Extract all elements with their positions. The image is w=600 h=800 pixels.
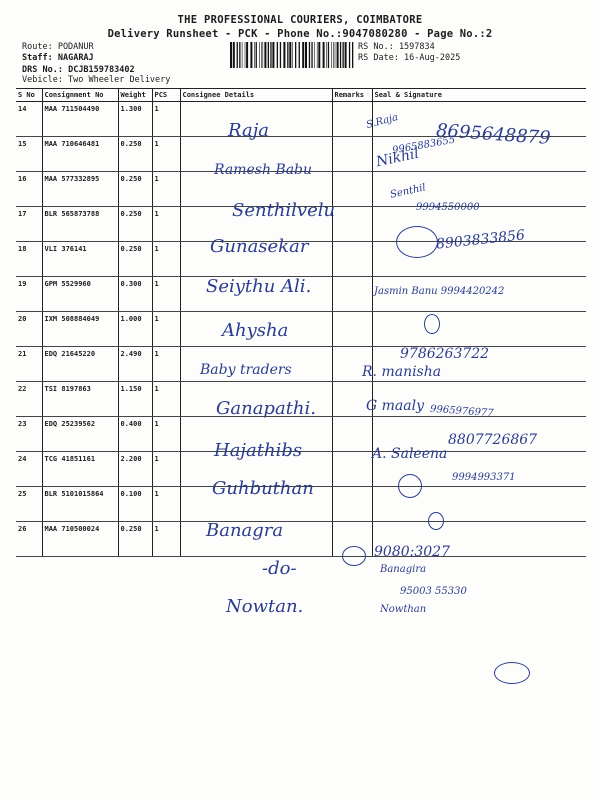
cell-sno: 22 (16, 382, 42, 417)
signature-stroke-icon (396, 226, 438, 258)
signature-phone: Jasmin Banu 9994420242 (374, 286, 505, 297)
cell-weight: 2.200 (118, 452, 152, 487)
runsheet-subtitle: Delivery Runsheet - PCK - Phone No.:9047080280 - Page No.:2 (107, 28, 493, 40)
vehicle: Vebicle: Two Wheeler Delivery (22, 75, 171, 85)
cell-remarks (332, 137, 372, 172)
cell-consignment: TCG 41851161 (42, 452, 118, 487)
staff-label: Staff: (22, 53, 53, 63)
cell-consignment: BLR 565873788 (42, 207, 118, 242)
cell-remarks (332, 207, 372, 242)
table-row (16, 522, 586, 557)
cell-pcs: 1 (152, 172, 180, 207)
cell-weight: 0.300 (118, 277, 152, 312)
signature-phone: 9080:3027 (374, 544, 450, 560)
cell-consignment: IXM 508884049 (42, 312, 118, 347)
cell-sno: 23 (16, 417, 42, 452)
handwritten-name: Nowtan. (226, 596, 304, 617)
col-pcs: PCS (152, 89, 180, 102)
handwritten-name: -do- (262, 558, 297, 579)
cell-sno: 18 (16, 242, 42, 277)
cell-weight: 1.300 (118, 102, 152, 137)
cell-sno: 25 (16, 487, 42, 522)
cell-consignment: MAA 710500024 (42, 522, 118, 557)
cell-pcs: 1 (152, 277, 180, 312)
signature: Banagira (380, 564, 427, 575)
cell-weight: 0.250 (118, 137, 152, 172)
staff (22, 53, 94, 63)
cell-remarks (332, 312, 372, 347)
signature: Senthil (389, 182, 427, 201)
signature: Nikhil (374, 145, 421, 171)
handwritten-name: Ahysha (222, 320, 289, 341)
handwritten-name: Gunasekar (210, 236, 309, 257)
col-weight: Weight (118, 89, 152, 102)
cell-consignment: BLR 5101015864 (42, 487, 118, 522)
cell-remarks (332, 277, 372, 312)
cell-pcs: 1 (152, 487, 180, 522)
cell-consignment: MAA 577332895 (42, 172, 118, 207)
cell-sno: 20 (16, 312, 42, 347)
cell-sno: 19 (16, 277, 42, 312)
signature-phone: 9965976977 (429, 403, 494, 420)
cell-remarks (332, 452, 372, 487)
cell-consignment: GPM 5529960 (42, 277, 118, 312)
table-row (16, 347, 586, 382)
signature: S.Raja (365, 111, 400, 132)
route: Route: PODANUR (22, 42, 94, 52)
signature-stroke-icon (424, 314, 440, 334)
handwritten-name: Guhbuthan (212, 478, 314, 499)
drs-number (22, 65, 135, 75)
cell-sno: 17 (16, 207, 42, 242)
cell-pcs: 1 (152, 522, 180, 557)
signature-phone: 8695648879 (435, 120, 552, 149)
signature-phone: 9965883655 (391, 134, 457, 157)
rs-number: RS No.: 1597834 (358, 42, 435, 52)
cell-pcs: 1 (152, 137, 180, 172)
cell-consignment: TSI 8197863 (42, 382, 118, 417)
cell-weight: 0.250 (118, 207, 152, 242)
handwritten-name: Raja (228, 120, 270, 141)
handwritten-name: Ganapathi. (216, 398, 316, 419)
cell-remarks (332, 487, 372, 522)
table-header (16, 89, 586, 102)
cell-pcs: 1 (152, 347, 180, 382)
cell-consignment: VLI 376141 (42, 242, 118, 277)
signature-phone: 8903833856 (435, 227, 526, 253)
signature-stroke-icon (428, 512, 444, 530)
cell-remarks (332, 417, 372, 452)
signature-stroke-icon (398, 474, 422, 498)
cell-sno: 14 (16, 102, 42, 137)
cell-weight: 2.490 (118, 347, 152, 382)
cell-consignment: EDQ 21645220 (42, 347, 118, 382)
cell-weight: 0.250 (118, 242, 152, 277)
staff-value: NAGARAJ (57, 53, 94, 63)
cell-sno: 21 (16, 347, 42, 382)
handwritten-name: Baby traders (200, 362, 292, 378)
col-consignee: Consignee Details (180, 89, 332, 102)
cell-sno: 26 (16, 522, 42, 557)
signature: G maaly (366, 398, 424, 414)
company-title: THE PROFESSIONAL COURIERS, COIMBATORE (177, 14, 423, 26)
cell-pcs: 1 (152, 242, 180, 277)
cell-sno: 16 (16, 172, 42, 207)
drs-value: DCJB159783402 (68, 65, 135, 75)
cell-pcs: 1 (152, 102, 180, 137)
col-consignment: Consignment No (42, 89, 118, 102)
signature-phone: 9786263722 (400, 346, 490, 362)
handwritten-name: Banagra (206, 520, 284, 541)
signature-phone: 95003 55330 (400, 586, 467, 597)
drs-label: DRS No.: (22, 65, 63, 75)
signature-phone: 8807726867 (448, 432, 538, 448)
cell-pcs: 1 (152, 382, 180, 417)
cell-signature (372, 312, 586, 347)
signature: R. manisha (362, 364, 442, 380)
barcode (230, 42, 354, 68)
cell-consignment: EDQ 25239562 (42, 417, 118, 452)
cell-pcs: 1 (152, 452, 180, 487)
handwritten-name: Hajathibs (214, 440, 303, 461)
rs-date: RS Date: 16-Aug-2025 (358, 53, 461, 63)
handwritten-name: Seiythu Ali. (206, 276, 312, 297)
col-signature: Seal & Signature (372, 89, 586, 102)
signature-stroke-icon (342, 546, 366, 566)
cell-weight: 0.100 (118, 487, 152, 522)
cell-weight: 1.150 (118, 382, 152, 417)
signature: Nowthan (380, 604, 427, 615)
cell-remarks (332, 242, 372, 277)
cell-pcs: 1 (152, 417, 180, 452)
cell-weight: 0.250 (118, 172, 152, 207)
cell-pcs: 1 (152, 312, 180, 347)
cell-consignment: MAA 710646481 (42, 137, 118, 172)
cell-remarks (332, 172, 372, 207)
cell-weight: 1.000 (118, 312, 152, 347)
col-sno: S No (16, 89, 42, 102)
cell-sno: 24 (16, 452, 42, 487)
signature-phone: 9994993371 (452, 472, 516, 483)
signature: A. Saleena (372, 446, 448, 462)
table-row (16, 312, 586, 347)
cell-sno: 15 (16, 137, 42, 172)
cell-pcs: 1 (152, 207, 180, 242)
handwritten-name: Ramesh Babu (214, 162, 313, 178)
ink-mark-icon (494, 662, 530, 684)
cell-consignment: MAA 711504490 (42, 102, 118, 137)
cell-weight: 0.400 (118, 417, 152, 452)
signature-phone: 9994550000 (416, 202, 480, 213)
cell-weight: 0.250 (118, 522, 152, 557)
handwritten-name: Senthilvelu (232, 200, 336, 221)
col-remarks: Remarks (332, 89, 372, 102)
